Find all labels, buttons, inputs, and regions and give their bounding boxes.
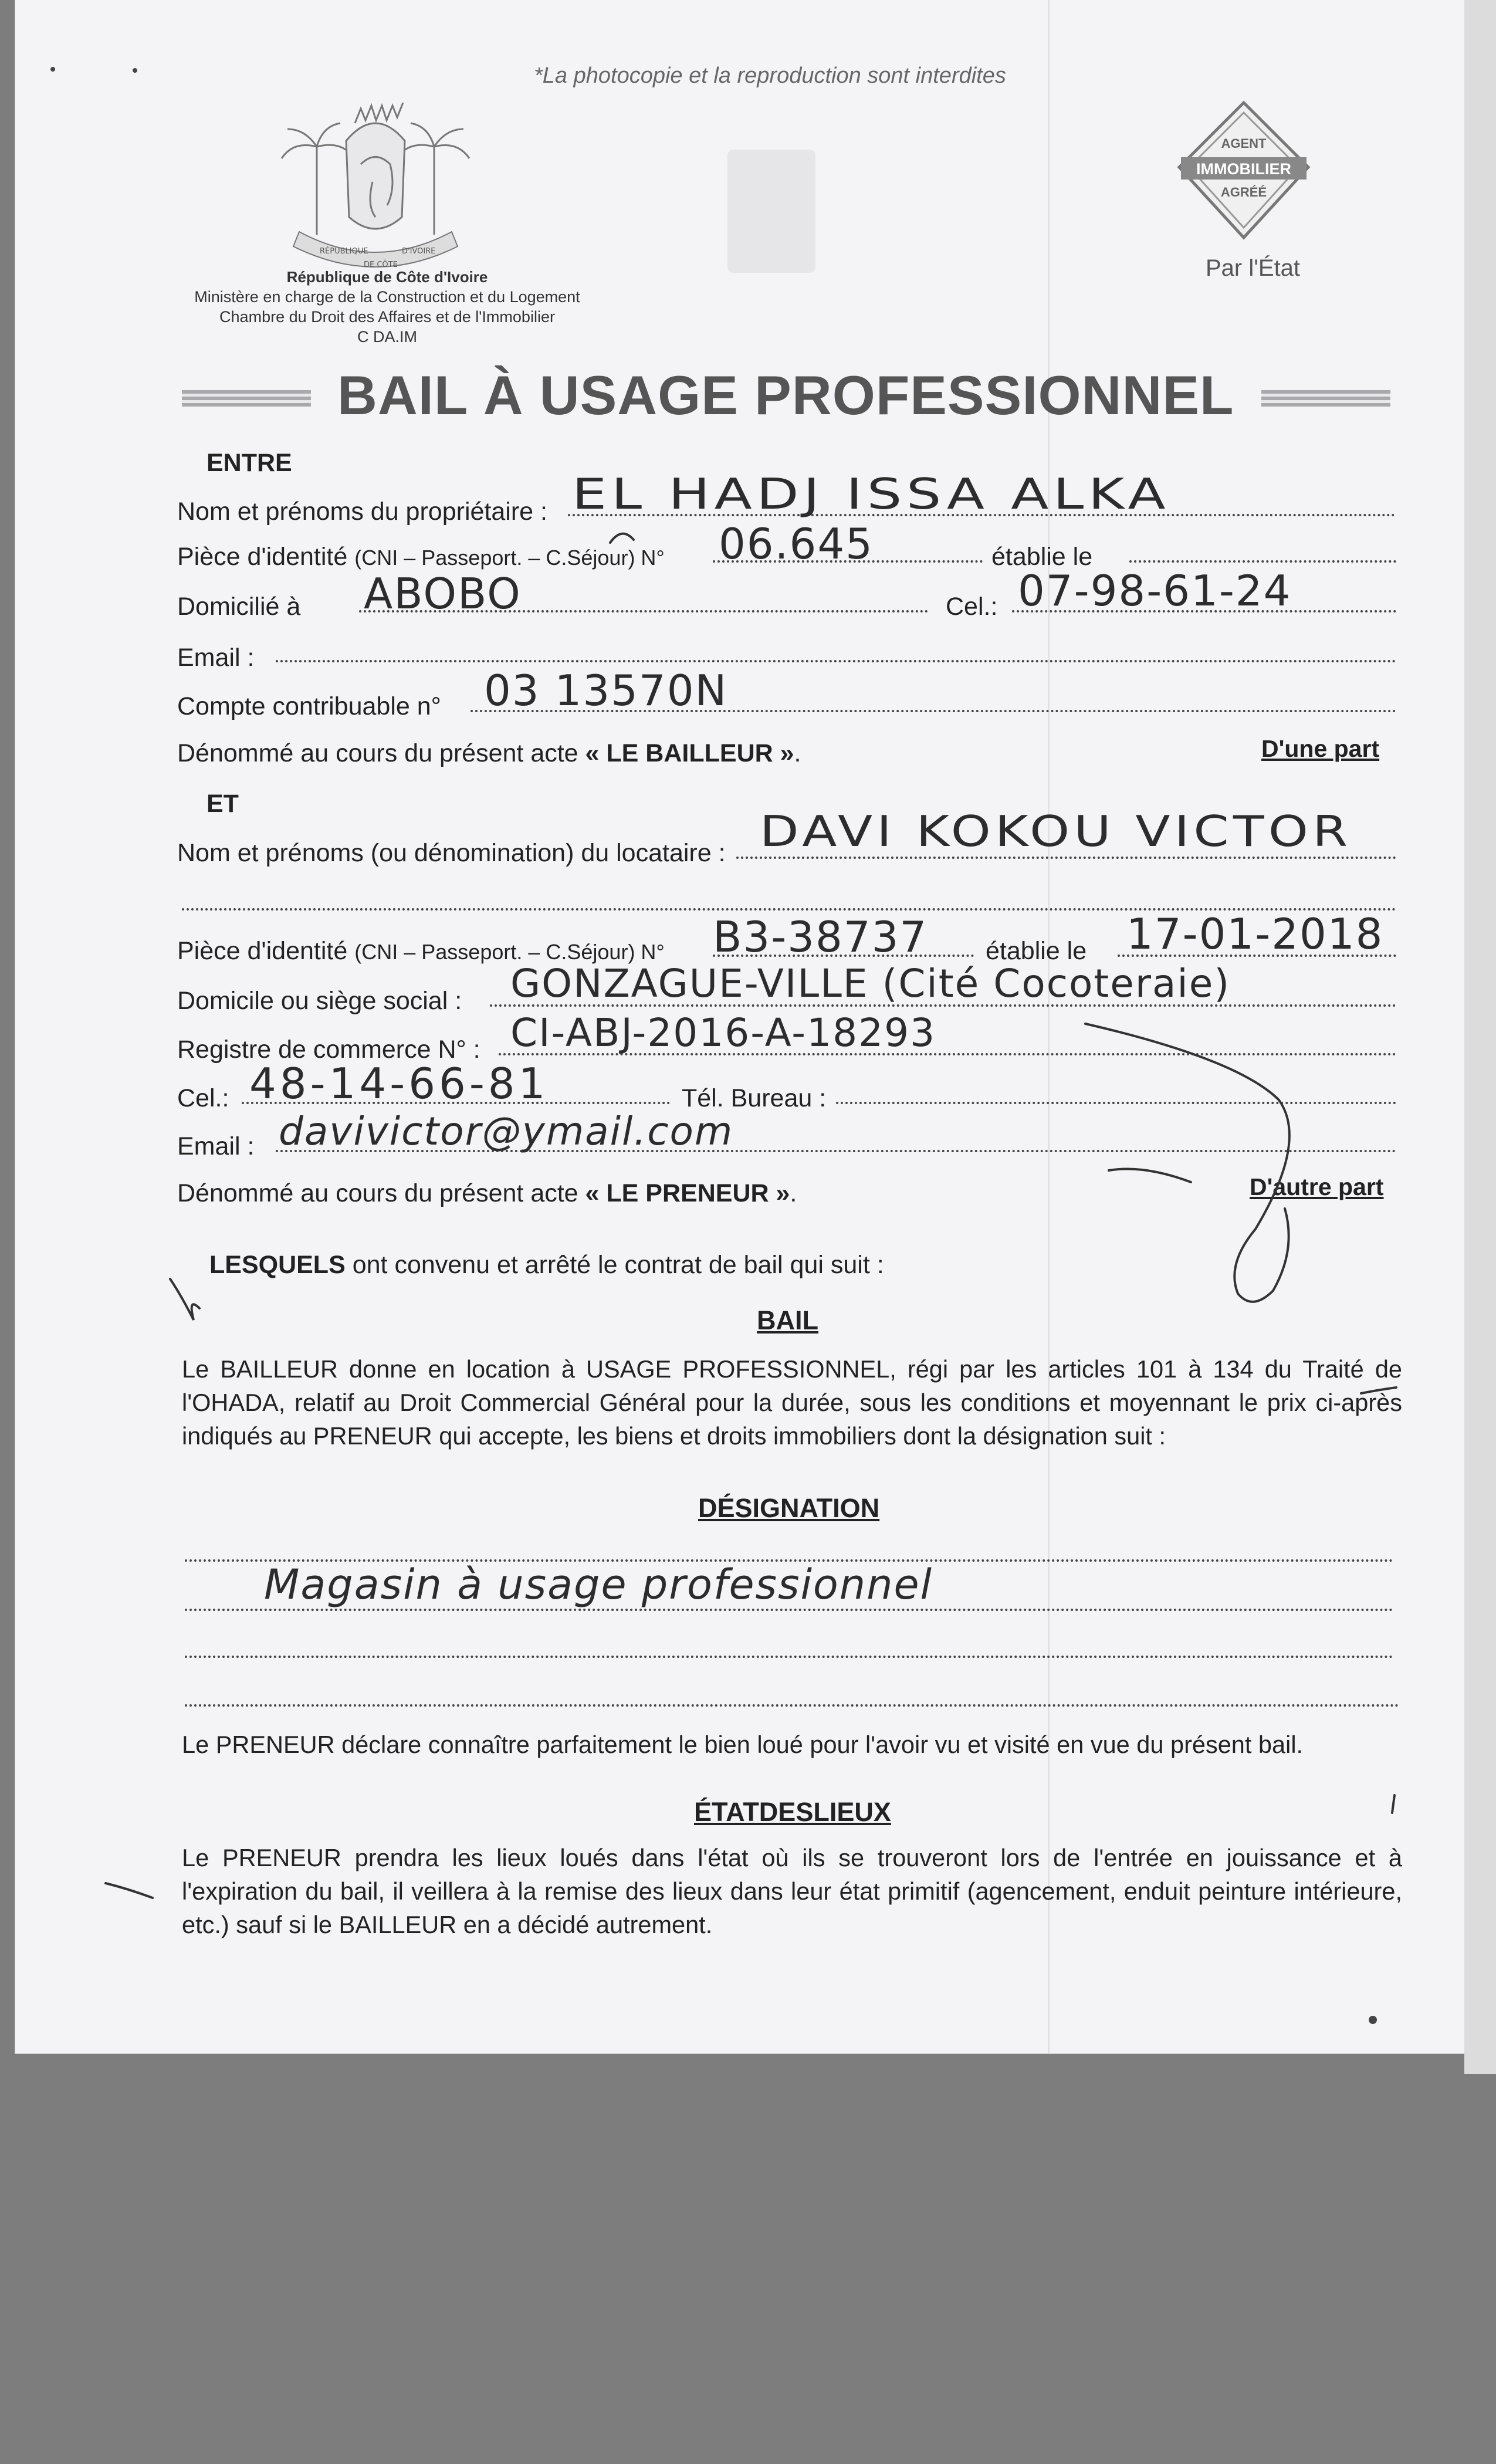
owner-domicile-label: Domicilié à <box>177 593 301 621</box>
tenant-office-line <box>836 1102 1396 1104</box>
tenant-issued-label: établie le <box>986 937 1087 965</box>
tenant-cel-value: 48-14-66-81 <box>249 1059 549 1108</box>
republic-line: République de Côte d'Ivoire <box>286 268 488 286</box>
owner-cel-label: Cel.: <box>946 593 998 621</box>
owner-cel-value: 07-98-61-24 <box>1018 566 1292 615</box>
tenant-seat-value: GONZAGUE-VILLE (Cité Cocoteraie) <box>510 961 1231 1006</box>
owner-id-value: 06.645 <box>719 519 874 568</box>
agent-immobilier-badge <box>1176 100 1311 241</box>
coat-of-arms-emblem <box>276 100 475 276</box>
agreement-line <box>209 1251 884 1280</box>
section-entre: ENTRE <box>207 449 292 477</box>
owner-email-line <box>276 660 1396 662</box>
preneur-role: « LE PRENEUR » <box>585 1179 790 1207</box>
une-part-label: D'une part <box>1261 735 1380 762</box>
tenant-rc-value: CI-ABJ-2016-A-18293 <box>510 1010 936 1055</box>
agreement-rest: ont convenu et arrêté le contrat de bail qui suit : <box>352 1251 884 1279</box>
tenant-office-label: Tél. Bureau : <box>682 1084 827 1112</box>
title-bar-right <box>1261 390 1390 407</box>
designation-value: Magasin à usage professionnel <box>264 1561 933 1609</box>
owner-name-value: EL HADJ ISSA ALKA <box>572 469 1170 519</box>
tenant-id-value: B3-38737 <box>713 912 928 962</box>
autre-part-label: D'autre part <box>1250 1173 1384 1200</box>
tenant-id-label-main: Pièce d'identité <box>177 937 348 965</box>
tenant-cel-label: Cel.: <box>177 1084 229 1112</box>
stamp-smudge <box>727 150 815 273</box>
section-et: ET <box>207 790 239 818</box>
owner-email-label: Email : <box>177 644 255 672</box>
tenant-id-label-small: (CNI – Passeport. – C.Séjour) N° <box>354 940 665 964</box>
scanner-edge <box>1464 0 1496 2074</box>
bailleur-role: « LE BAILLEUR » <box>585 739 794 767</box>
tenant-seat-label: Domicile ou siège social : <box>177 987 462 1015</box>
badge-immobilier-text: IMMOBILIER <box>1196 160 1291 178</box>
document-title: BAIL À USAGE PROFESSIONNEL <box>337 364 1234 426</box>
ministry-header <box>176 267 598 347</box>
designation-line-4 <box>185 1704 1399 1707</box>
designation-statement: Le PRENEUR déclare connaître parfaitement le bien loué pour l'avoir vu et visité en vue du présent bail. <box>182 1731 1304 1758</box>
badge-agree-text: AGRÉÉ <box>1220 185 1267 199</box>
bailleur-designation <box>177 739 801 768</box>
tenant-email-value: davivictor@ymail.com <box>279 1109 734 1154</box>
preneur-designation <box>177 1179 797 1208</box>
cdaim-line: C DA.IM <box>357 328 417 346</box>
tenant-name-line <box>736 857 1396 859</box>
owner-name-label: Nom et prénoms du propriétaire : <box>177 497 547 526</box>
bail-section-title: BAIL <box>757 1305 818 1335</box>
owner-issued-line <box>1129 560 1396 563</box>
owner-issued-label: établie le <box>991 543 1093 571</box>
owner-taxpayer-label: Compte contribuable n° <box>177 692 441 720</box>
preneur-designation-suffix: . <box>790 1179 797 1207</box>
emblem-motto-bottom: DE CÔTE <box>364 260 398 269</box>
preneur-designation-prefix: Dénommé au cours du présent acte <box>177 1179 578 1207</box>
tenant-rc-label: Registre de commerce N° : <box>177 1035 480 1064</box>
owner-id-label-main: Pièce d'identité <box>177 543 348 571</box>
bailleur-designation-prefix: Dénommé au cours du présent acte <box>177 739 578 767</box>
badge-agent-text: AGENT <box>1221 136 1267 151</box>
designation-line-2 <box>185 1609 1393 1611</box>
owner-id-label-small: (CNI – Passeport. – C.Séjour) N° <box>354 546 665 570</box>
tenant-issued-value: 17-01-2018 <box>1126 909 1384 959</box>
owner-domicile-value: ABOBO <box>364 569 522 618</box>
par-etat-label: Par l'État <box>1206 255 1301 281</box>
reproduction-notice: *La photocopie et la reproduction sont interdites <box>534 63 1006 88</box>
bail-paragraph: Le BAILLEUR donne en location à USAGE PROFESSIONNEL, régi par les articles 101 à 134 du Traité de l'OHADA, relatif au Droit Commercial Général pour la durée, sous les conditions et moyennant le prix ci-après indiqués au PRENEUR qui accepte, les biens et droits immobiliers dont la désignation suit : <box>182 1355 1402 1450</box>
designation-line-3 <box>185 1656 1393 1658</box>
tenant-email-label: Email : <box>177 1132 255 1160</box>
owner-taxpayer-value: 03 13570N <box>484 666 728 715</box>
etat-section-title: ÉTATDESLIEUX <box>694 1797 891 1827</box>
lesquels-word: LESQUELS <box>209 1251 346 1279</box>
emblem-motto-left: RÉPUBLIQUE <box>320 247 368 256</box>
title-bar-left <box>182 390 311 407</box>
tenant-name-label: Nom et prénoms (ou dénomination) du locataire : <box>177 839 726 867</box>
chamber-line: Chambre du Droit des Affaires et de l'Immobilier <box>219 308 555 326</box>
emblem-motto-right: D'IVOIRE <box>402 247 436 256</box>
ministry-line: Ministère en charge de la Construction et du Logement <box>194 288 580 306</box>
etat-paragraph: Le PRENEUR prendra les lieux loués dans l'état où ils se trouveront lors de l'entrée en jouissance et à l'expiration du bail, il veillera à la remise des lieux dans leur état primitif (agencement, enduit peinture intérieure, etc.) sauf si le BAILLEUR en a décidé autrement. <box>182 1844 1402 1938</box>
designation-section-title: DÉSIGNATION <box>698 1493 880 1523</box>
tenant-name-value: DAVI KOKOU VICTOR <box>760 807 1352 856</box>
bailleur-designation-suffix: . <box>794 739 801 767</box>
title-row <box>182 364 1390 428</box>
owner-id-label <box>177 543 665 571</box>
